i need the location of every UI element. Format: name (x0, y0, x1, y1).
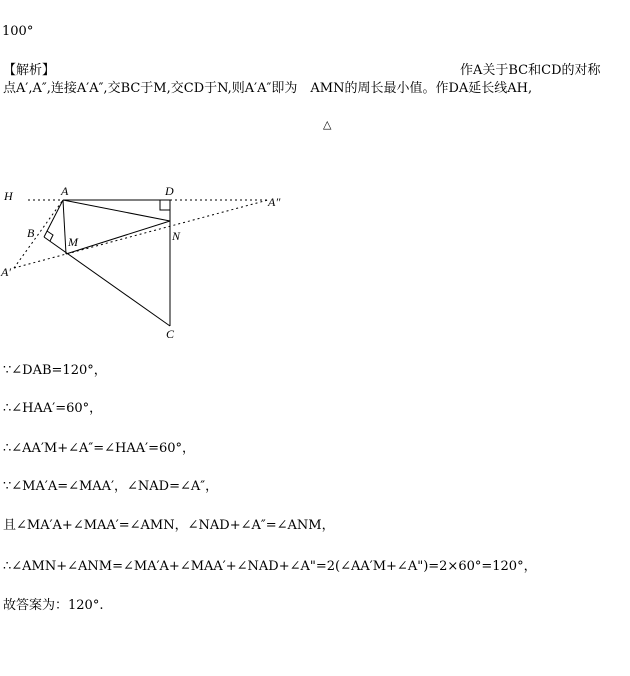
analysis-line1: 作A关于BC和CD的对称 (460, 63, 601, 78)
step-2: ∴∠HAA′=60°， (3, 401, 103, 416)
label-A-double-prime: A″ (268, 195, 281, 209)
geometry-figure (0, 178, 300, 348)
line-A1A (14, 200, 63, 268)
final-answer: 故答案为：120°. (3, 598, 104, 613)
analysis-line2: 点A′,A″,连接A′A″,交BC于M,交CD于N,则A′A″即为 AMN的周长最小值。作DA延长线AH, (3, 81, 533, 96)
label-A-prime: A′ (1, 265, 11, 279)
triangle-symbol: △ (323, 118, 332, 131)
right-angle-D (160, 200, 170, 210)
label-M: M (68, 235, 78, 249)
label-H: H (4, 189, 13, 203)
segment-AN (63, 200, 170, 221)
answer-top: 100° (2, 24, 34, 39)
step-6: ∴∠AMN+∠ANM=∠MA′A+∠MAA′+∠NAD+∠A"=2(∠AA′M+∠A")=2×60°=120°， (3, 559, 537, 574)
label-A: A (61, 184, 69, 198)
label-N: N (172, 229, 181, 243)
step-1: ∵∠DAB=120°， (3, 363, 107, 378)
label-C: C (166, 327, 175, 341)
analysis-header: 【解析】 (3, 63, 56, 78)
segment-BC (44, 237, 170, 326)
step-4: ∵∠MA′A=∠MAA′，∠NAD=∠A″， (3, 479, 219, 494)
segment-AM (63, 200, 66, 254)
step-3: ∴∠AA′M+∠A″=∠HAA′=60°， (3, 441, 196, 456)
label-D: D (165, 184, 174, 198)
segment-MN (66, 221, 170, 254)
label-B: B (27, 226, 35, 240)
step-5: 且∠MA′A+∠MAA′=∠AMN，∠NAD+∠A″=∠ANM， (3, 518, 335, 533)
